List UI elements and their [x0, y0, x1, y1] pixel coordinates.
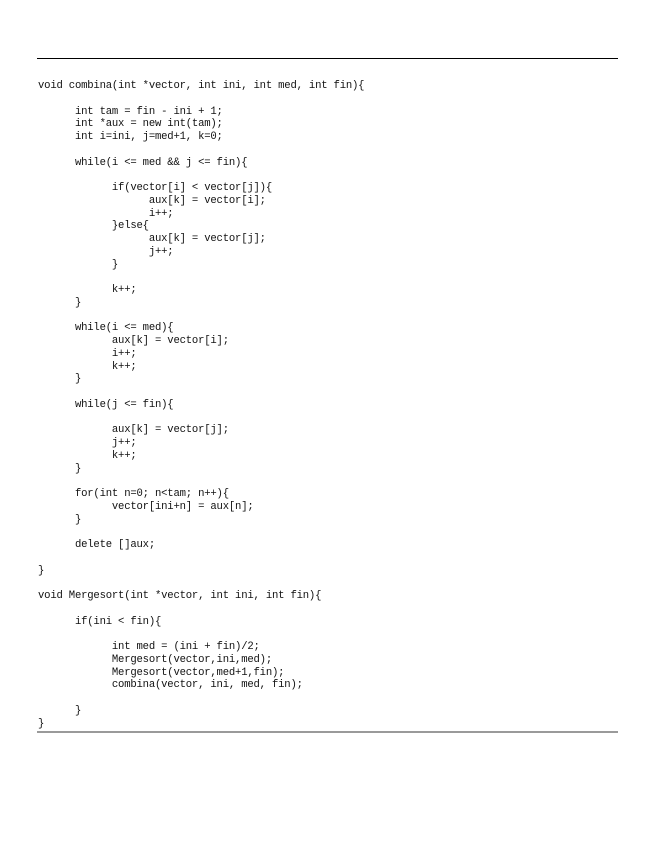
code-line: Mergesort(vector,ini,med);	[38, 653, 272, 666]
code-line	[38, 310, 364, 323]
code-line: void combina(int *vector, int ini, int med, int fin){	[38, 80, 365, 92]
code-line: }	[38, 373, 82, 386]
code-line: while(j <= fin){	[38, 398, 174, 411]
code-line	[38, 603, 364, 616]
code-line: vector[ini+n] = aux[n];	[38, 500, 254, 513]
code-line	[38, 144, 364, 157]
code-line: }	[38, 296, 82, 309]
code-line: aux[k] = vector[j];	[38, 233, 266, 245]
code-line: j++;	[38, 245, 174, 258]
top-rule	[37, 58, 618, 59]
code-line: }	[38, 462, 82, 475]
code-line: if(ini < fin){	[38, 615, 162, 628]
code-line: }	[38, 717, 45, 730]
code-line: int med = (ini + fin)/2;	[38, 641, 260, 653]
code-line	[38, 526, 364, 539]
code-line: }else{	[38, 220, 149, 233]
code-line: int i=ini, j=med+1, k=0;	[38, 131, 223, 143]
code-line: j++;	[38, 437, 137, 449]
code-line: k++;	[38, 449, 137, 462]
code-line: k++;	[38, 360, 137, 373]
code-line	[38, 386, 364, 399]
code-line: void Mergesort(int *vector, int ini, int fin){	[38, 590, 322, 602]
code-line: while(i <= med){	[38, 322, 174, 335]
code-line	[38, 628, 364, 641]
code-line: i++;	[38, 347, 137, 360]
code-line: delete []aux;	[38, 539, 155, 551]
code-line: int *aux = new int(tam);	[38, 118, 223, 131]
code-line	[38, 93, 364, 106]
code-line: i++;	[38, 207, 174, 220]
code-line: }	[38, 258, 119, 271]
code-line	[38, 552, 364, 565]
code-line: k++;	[38, 284, 137, 296]
code-line	[38, 475, 364, 488]
code-line: while(i <= med && j <= fin){	[38, 156, 248, 169]
code-line	[38, 577, 364, 590]
code-line: }	[38, 564, 45, 577]
code-line	[38, 169, 364, 182]
code-line	[38, 271, 364, 284]
code-line: aux[k] = vector[j];	[38, 424, 229, 437]
code-line: aux[k] = vector[i];	[38, 335, 229, 347]
code-line: if(vector[i] < vector[j]){	[38, 182, 272, 194]
bottom-rule	[37, 731, 618, 733]
code-line: for(int n=0; n<tam; n++){	[38, 488, 229, 500]
code-line: }	[38, 513, 82, 526]
code-line: combina(vector, ini, med, fin);	[38, 679, 303, 692]
code-line: aux[k] = vector[i];	[38, 194, 266, 207]
code-line	[38, 412, 364, 425]
code-block	[38, 80, 364, 730]
code-line	[38, 692, 364, 705]
code-line: Mergesort(vector,med+1,fin);	[38, 666, 285, 679]
code-line: }	[38, 704, 82, 717]
code-line: int tam = fin - ini + 1;	[38, 105, 223, 118]
